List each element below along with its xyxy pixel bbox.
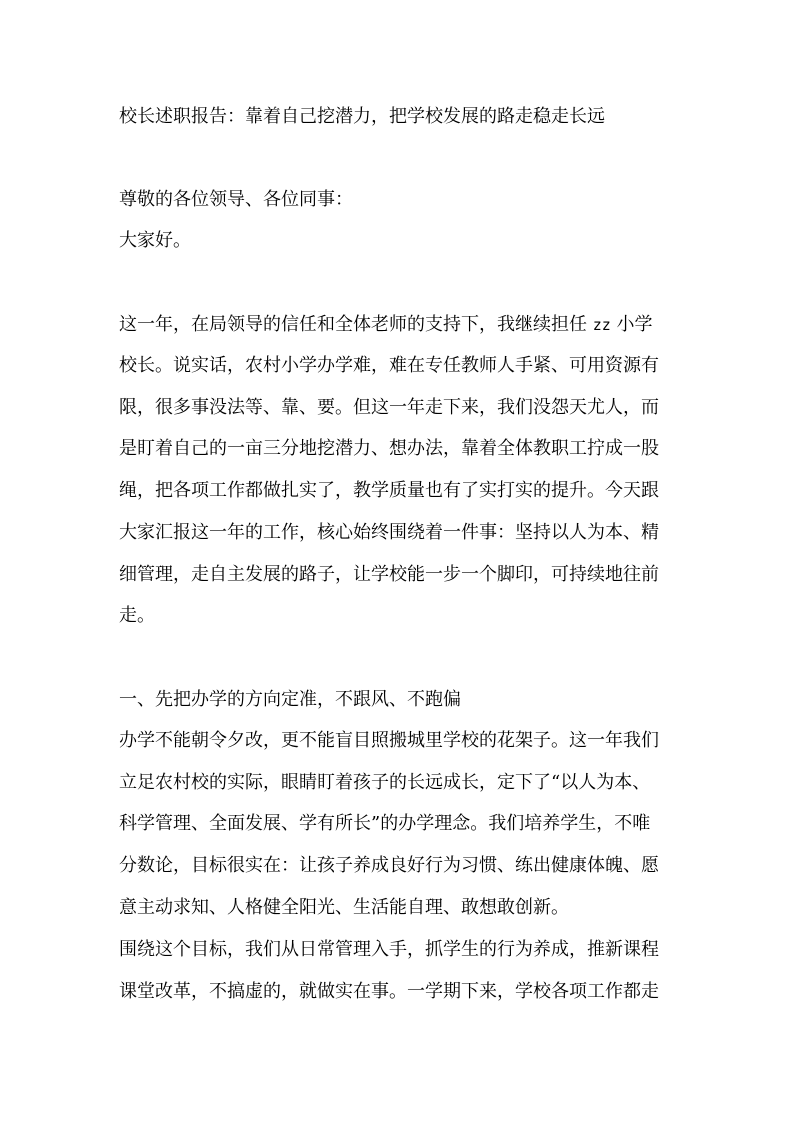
intro-line: 细管理，走自主发展的路子，让学校能一步一个脚印，可持续地往前 [119, 564, 659, 585]
school-name-text: zz [592, 316, 611, 334]
intro-line: 限，很多事没法等、靠、要。但这一年走下来，我们没怨天尤人，而 [119, 397, 659, 418]
intro-line: 走。 [119, 605, 155, 626]
document-title: 校长述职报告：靠着自己挖潜力，把学校发展的路走稳走长远 [119, 106, 605, 127]
paragraph-line: 办学不能朝令夕改，更不能盲目照搬城里学校的花架子。这一年我们 [119, 730, 659, 751]
intro-line: 大家汇报这一年的工作，核心始终围绕着一件事：坚持以人为本、精 [119, 522, 659, 543]
intro-line: 是盯着自己的一亩三分地挖潜力、想办法，靠着全体教职工拧成一股 [119, 438, 659, 459]
paragraph-line: 意主动求知、人格健全阳光、生活能自理、敢想敢创新。 [119, 897, 569, 918]
paragraph-line: 围绕这个目标，我们从日常管理入手，抓学生的行为养成，推新课程 [119, 939, 659, 960]
paragraph-line: 科学管理、全面发展、学有所长”的办学理念。我们培养学生，不唯 [119, 813, 651, 834]
intro-line: 校长。说实话，农村小学办学难，难在专任教师人手紧、可用资源有 [119, 355, 659, 376]
intro-line: 绳，把各项工作都做扎实了，教学质量也有了实打实的提升。今天跟 [119, 480, 659, 501]
salutation: 尊敬的各位领导、各位同事： [119, 189, 353, 210]
paragraph-line: 立足农村校的实际，眼睛盯着孩子的长远成长，定下了“以人为本、 [119, 772, 651, 793]
section-heading: 一、先把办学的方向定准，不跟风、不跑偏 [119, 689, 461, 710]
intro-line: 这一年，在局领导的信任和全体老师的支持下，我继续担任 zz 小学 [119, 314, 653, 335]
greeting: 大家好。 [119, 230, 191, 251]
paragraph-line: 分数论，目标很实在：让孩子养成良好行为习惯、练出健康体魄、愿 [119, 855, 659, 876]
paragraph-line: 课堂改革，不搞虚的，就做实在事。一学期下来，学校各项工作都走 [119, 981, 659, 1002]
